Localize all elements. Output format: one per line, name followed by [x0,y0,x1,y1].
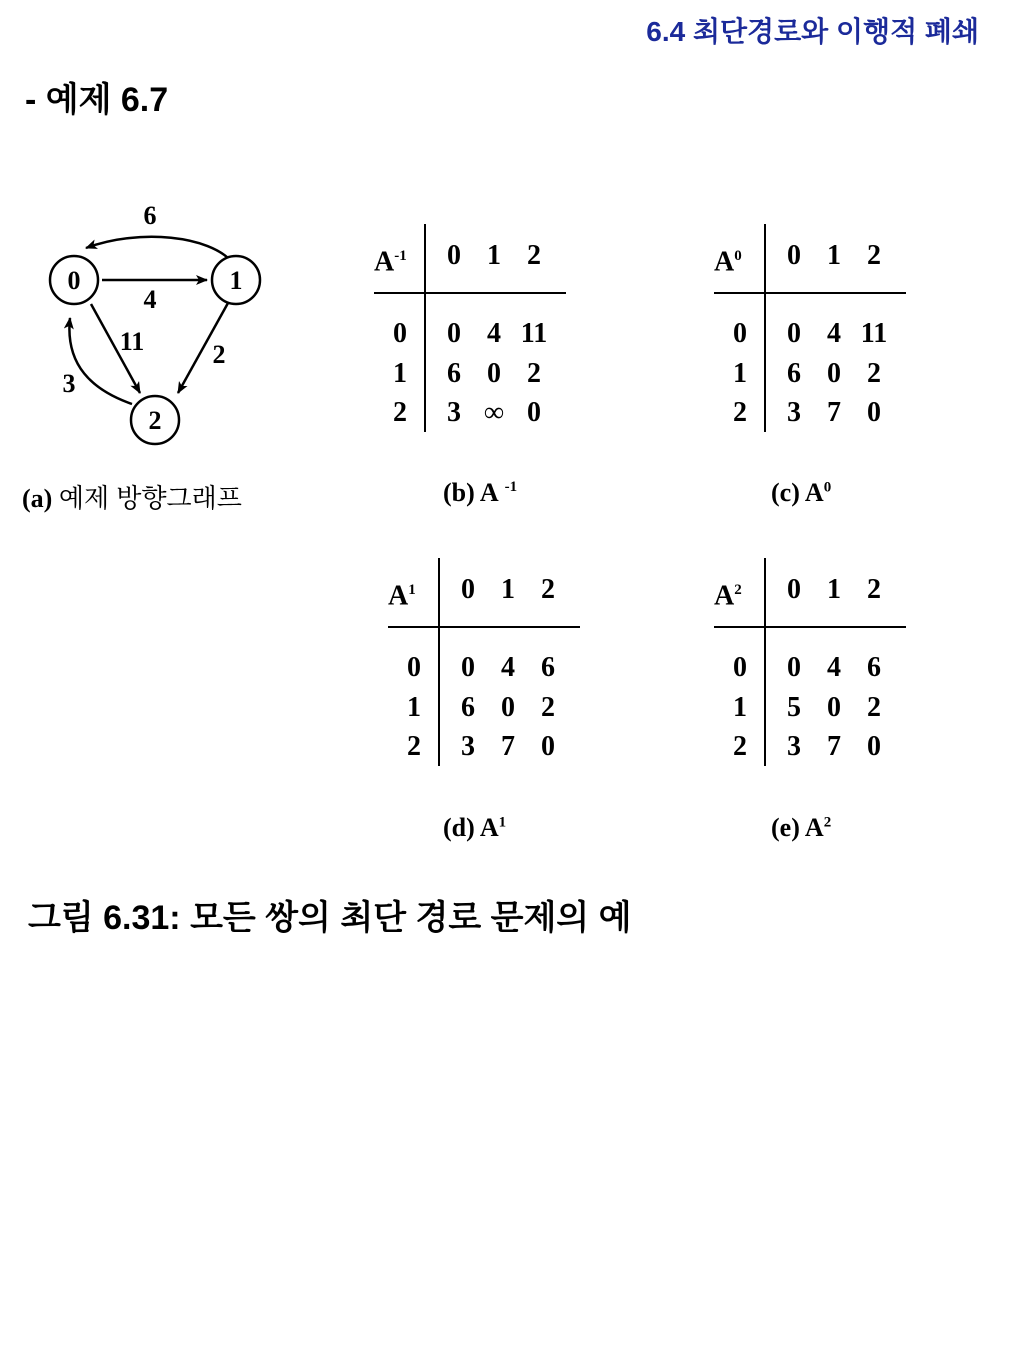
caption-b-prefix: (b) A [443,478,499,507]
matrix-cell: 0 [541,731,555,762]
caption-d [443,813,506,843]
matrix-col-header: 0 [461,574,475,605]
matrix-row-header: 1 [733,692,747,723]
caption-a-prefix: (a) [22,484,53,513]
matrix-col-header: 1 [501,574,515,605]
edge-weight-1-0: 6 [143,201,157,230]
matrix-cell: 0 [487,358,501,389]
matrix-row-header: 0 [733,652,747,683]
matrix-cell: 0 [787,652,801,683]
matrix-label-sup: 1 [408,582,416,598]
matrix-cell: 6 [541,652,555,683]
matrix-cell: 11 [860,318,888,349]
matrix-col-header: 2 [867,574,881,605]
matrix-cell: 2 [541,692,555,723]
matrix-row-header: 1 [407,692,421,723]
matrix-label-sup: 2 [734,582,742,598]
edge-weight-1-2: 2 [212,340,226,369]
matrix-cell: 2 [867,692,881,723]
matrix-divider-horizontal [714,626,906,628]
matrix-label-base: A [388,580,409,612]
matrix-label-sup: 0 [734,248,742,264]
matrix-label-sup: -1 [394,248,407,264]
edge-1-0 [86,237,232,262]
example-title: - 예제 6.7 [25,81,169,119]
matrix-label-base: A [714,246,735,278]
matrix-cell: 0 [827,692,841,723]
caption-b [443,478,517,508]
caption-d-prefix: (d) A [443,813,499,842]
caption-e-sup: 2 [823,814,832,831]
matrix-cell: 0 [461,652,475,683]
matrix-divider-horizontal [374,292,566,294]
matrix-col-header: 0 [447,240,461,271]
matrix-divider-horizontal [714,292,906,294]
matrix-col-header: 1 [487,240,501,271]
matrix-row-header: 1 [733,358,747,389]
matrix-row-header: 2 [733,397,747,428]
matrix-row-header: 2 [733,731,747,762]
matrix-cell: 3 [787,731,801,762]
matrix-cell: 7 [501,731,515,762]
figure-caption: 그림 6.31: 모든 쌍의 최단 경로 문제의 예 [28,899,632,937]
matrix-divider-vertical [764,224,766,432]
matrix-col-header: 2 [527,240,541,271]
edge-weight-0-2: 11 [119,327,145,356]
matrix-label [714,240,742,278]
matrix-cell: 3 [787,397,801,428]
matrix-cell: 4 [487,318,501,349]
caption-a-text: 예제 방향그래프 [58,483,242,513]
matrix-col-header: 0 [787,240,801,271]
matrix-cell: 7 [827,731,841,762]
graph-node-1-label: 1 [229,266,243,295]
graph-node-2-label: 2 [148,406,162,435]
matrix-cell: 3 [447,397,461,428]
caption-a [22,478,242,515]
matrix-col-header: 1 [827,240,841,271]
matrix-cell: 5 [787,692,801,723]
matrix-cell: ∞ [484,397,504,428]
matrix-row-header: 1 [393,358,407,389]
section-header: 6.4 최단경로와 이행적 폐쇄 [646,16,979,47]
matrix-cell: 6 [447,358,461,389]
graph-node-0-label: 0 [67,266,81,295]
matrix-cell: 11 [520,318,548,349]
matrix-col-header: 1 [827,574,841,605]
caption-d-sup: 1 [498,814,507,831]
matrix-divider-horizontal [388,626,580,628]
caption-c-prefix: (c) A [771,478,824,507]
matrix-label-base: A [714,580,735,612]
caption-c [771,478,831,508]
matrix-row-header: 0 [407,652,421,683]
matrix-cell: 4 [827,318,841,349]
matrix-label [714,574,742,612]
matrix-label-base: A [374,246,395,278]
matrix-col-header: 2 [541,574,555,605]
matrix-row-header: 2 [407,731,421,762]
matrix-cell: 0 [867,731,881,762]
matrix-cell: 6 [461,692,475,723]
matrix-col-header: 0 [787,574,801,605]
matrix-row-header: 2 [393,397,407,428]
caption-b-sup: -1 [504,479,518,496]
matrix-label [374,240,407,278]
matrix-cell: 2 [527,358,541,389]
caption-e-prefix: (e) A [771,813,824,842]
matrix-row-header: 0 [393,318,407,349]
matrix-cell: 3 [461,731,475,762]
matrix-cell: 0 [827,358,841,389]
caption-e [771,813,831,843]
matrix-cell: 0 [447,318,461,349]
edge-weight-0-1: 4 [143,285,157,314]
directed-graph [0,190,320,460]
matrix-divider-vertical [438,558,440,766]
matrix-cell: 2 [867,358,881,389]
matrix-col-header: 2 [867,240,881,271]
matrix-label [388,574,416,612]
edge-weight-2-0: 3 [62,369,76,398]
matrix-cell: 6 [787,358,801,389]
matrix-cell: 6 [867,652,881,683]
matrix-cell: 4 [501,652,515,683]
matrix-cell: 0 [501,692,515,723]
caption-c-sup: 0 [823,479,832,496]
matrix-row-header: 0 [733,318,747,349]
matrix-cell: 0 [867,397,881,428]
matrix-divider-vertical [764,558,766,766]
matrix-divider-vertical [424,224,426,432]
matrix-cell: 4 [827,652,841,683]
matrix-cell: 7 [827,397,841,428]
matrix-cell: 0 [527,397,541,428]
matrix-cell: 0 [787,318,801,349]
